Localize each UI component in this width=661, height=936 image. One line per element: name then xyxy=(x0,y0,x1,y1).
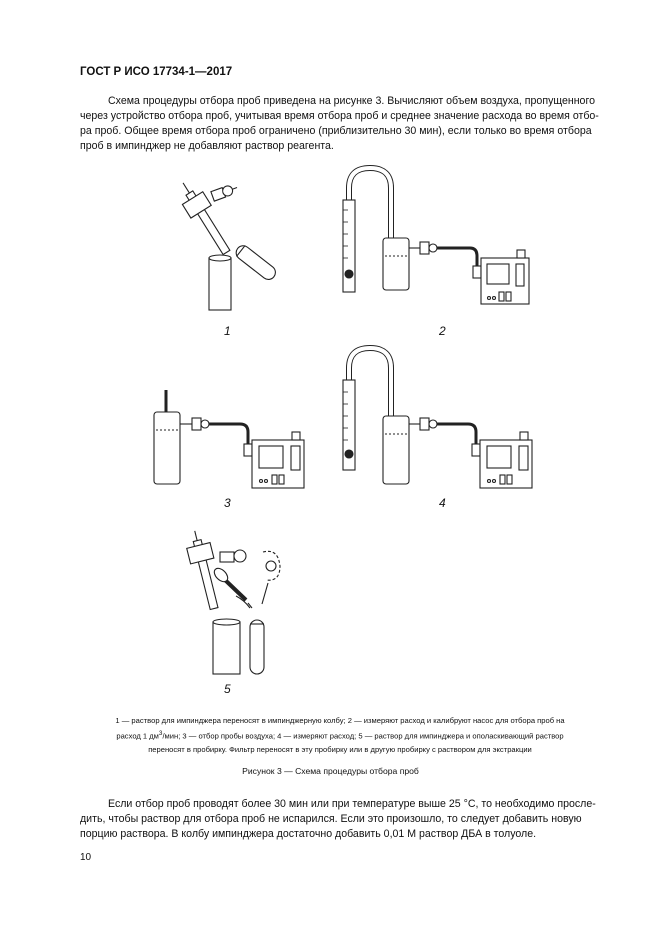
intro-line: через устройство отбора проб, учитывая время отбора проб и среднее значение расхода во время отбо- xyxy=(80,110,599,122)
panel-label-2: 2 xyxy=(439,324,446,338)
legend-line: переносят в пробирку. Фильтр переносят в эту пробирку или в другую пробирку с раствором для экстракции xyxy=(148,744,532,754)
panel-3-illustration xyxy=(154,390,304,488)
legend-line: 1 — раствор для импинджера переносят в импинджерную колбу; 2 — измеряют расход и калибруют насос для отбора проб на xyxy=(115,716,565,725)
legend-line xyxy=(80,727,600,743)
panel-label-5: 5 xyxy=(224,682,231,696)
legend-text: расход 1 дм xyxy=(116,731,159,741)
panel-label-4: 4 xyxy=(439,496,446,510)
panel-4-illustration xyxy=(343,348,532,488)
panel-1-illustration xyxy=(173,177,278,310)
legend-text: /мин; 3 — отбор пробы воздуха; 4 — измеряют расход; 5 — раствор для импинджера и ополаскивающий раствор xyxy=(162,731,564,741)
panel-label-1: 1 xyxy=(224,324,231,338)
panel-label-3: 3 xyxy=(224,496,231,510)
document-header: ГОСТ Р ИСО 17734-1—2017 xyxy=(80,66,233,78)
figure-caption: Рисунок 3 — Схема процедуры отбора проб xyxy=(242,766,419,776)
page-number: 10 xyxy=(80,852,92,863)
panel-2-illustration xyxy=(343,168,529,304)
legend-superscript: 3 xyxy=(158,730,163,737)
closing-line: Если отбор проб проводят более 30 мин или при температуре выше 25 °C, то необходимо просле- xyxy=(108,798,596,810)
intro-line: ра проб. Общее время отбора проб ограничено (приблизительно 30 мин), если только во время отбора xyxy=(80,125,592,137)
closing-paragraph xyxy=(80,797,600,842)
figure-legend xyxy=(80,714,600,756)
panel-5-illustration xyxy=(183,528,280,674)
intro-line: проб в импинджер не добавляют раствор реагента. xyxy=(80,140,334,152)
closing-line: порцию раствора. В колбу импинджера достаточно добавить 0,01 М раствор ДБА в толуоле. xyxy=(80,828,537,840)
intro-line: Схема процедуры отбора проб приведена на рисунке 3. Вычисляют объем воздуха, пропущенного xyxy=(108,95,595,107)
closing-line: дить, чтобы раствор для отбора проб не испарился. Если это произошло, то следует добавить новую xyxy=(80,813,582,825)
